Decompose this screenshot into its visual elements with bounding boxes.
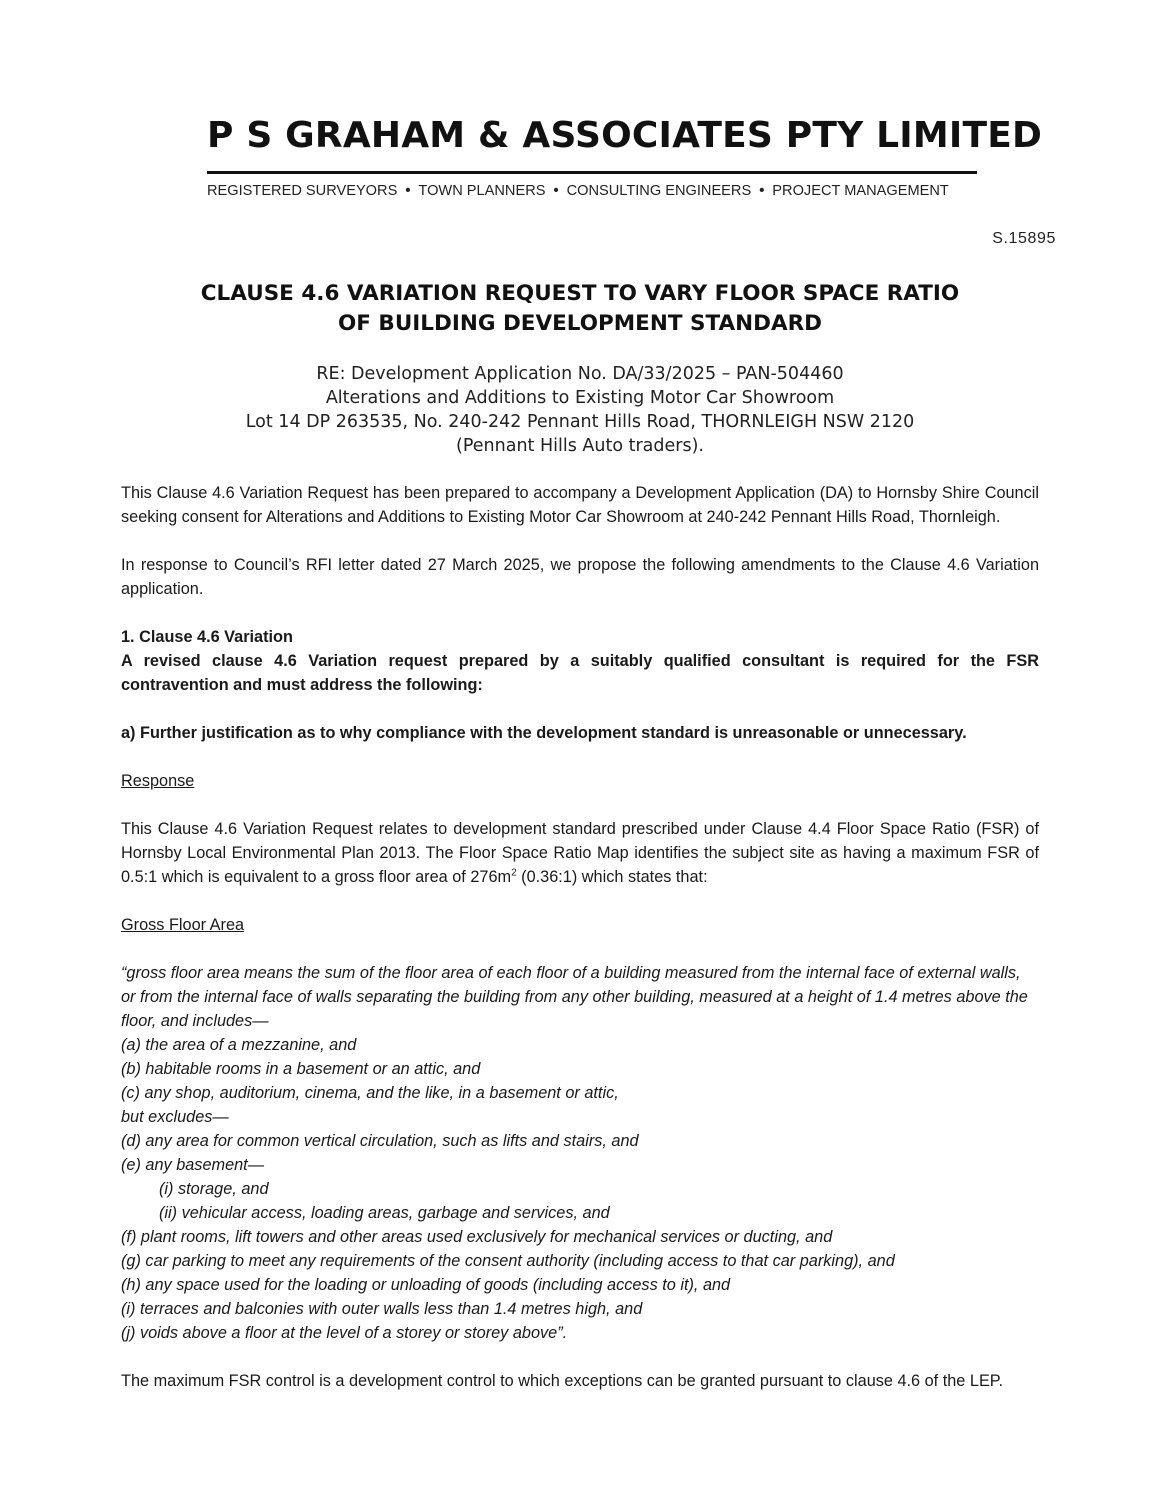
separator-dot: • <box>405 183 411 199</box>
gfa-item-b: (b) habitable rooms in a basement or an attic, and <box>121 1060 481 1078</box>
gfa-item-a: (a) the area of a mezzanine, and <box>121 1036 357 1054</box>
response-text-post: (0.36:1) which states that: <box>516 868 708 886</box>
separator-dot: • <box>759 183 765 199</box>
letterhead-rule <box>207 171 977 174</box>
gfa-but-excludes: but excludes— <box>121 1108 229 1126</box>
re-line-2: Alterations and Additions to Existing Motor Car Showroom <box>325 388 835 408</box>
gfa-item-e: (e) any basement— <box>121 1156 264 1174</box>
document-body <box>121 481 1039 1393</box>
gfa-heading: Gross Floor Area <box>121 916 245 934</box>
intro-paragraph: This Clause 4.6 Variation Request has been prepared to accompany a Development Application (DA) to Hornsby Shire Council seeking consent for Alterations and Additions to Existing Motor Car Showroom at 240-242 Pennant Hills Road, Thornleigh. <box>121 484 1039 526</box>
gfa-item-j: (j) voids above a floor at the level of a storey or storey above”. <box>121 1324 568 1342</box>
gfa-definition: “gross floor area means the sum of the floor area of each floor of a building measured from the internal face of external walls, or from the internal face of walls separating the building from any other building, measured at a height of 1.4 metres above the floor, and includes— <box>121 964 1028 1030</box>
letterhead <box>207 114 1043 199</box>
service-engineers: CONSULTING ENGINEERS <box>566 183 752 199</box>
company-name: P S GRAHAM & ASSOCIATES PTY LIMITED <box>207 115 1043 156</box>
title-line-2: OF BUILDING DEVELOPMENT STANDARD <box>337 311 823 336</box>
service-town-planners: TOWN PLANNERS <box>418 183 546 199</box>
gfa-item-g: (g) car parking to meet any requirements of the consent authority (including access to that car parking), and <box>121 1252 895 1270</box>
response-paragraph <box>121 817 1039 889</box>
document-title <box>120 279 1040 339</box>
closing-paragraph: The maximum FSR control is a development control to which exceptions can be granted pursuant to clause 4.6 of the LEP. <box>121 1372 1004 1390</box>
re-block <box>120 362 1040 458</box>
gfa-item-i: (i) terraces and balconies with outer walls less than 1.4 metres high, and <box>121 1300 643 1318</box>
response-heading: Response <box>121 772 195 790</box>
re-line-1: RE: Development Application No. DA/33/2025 – PAN-504460 <box>316 364 844 384</box>
gfa-item-d: (d) any area for common vertical circulation, such as lifts and stairs, and <box>121 1132 639 1150</box>
gfa-subitem-ii: (ii) vehicular access, loading areas, garbage and services, and <box>159 1204 610 1222</box>
gfa-item-c: (c) any shop, auditorium, cinema, and the like, in a basement or attic, <box>121 1084 619 1102</box>
section-heading: 1. Clause 4.6 Variation <box>121 628 293 646</box>
re-line-3: Lot 14 DP 263535, No. 240-242 Pennant Hills Road, THORNLEIGH NSW 2120 <box>245 412 915 432</box>
service-surveyors: REGISTERED SURVEYORS <box>207 183 398 199</box>
title-line-1: CLAUSE 4.6 VARIATION REQUEST TO VARY FLOOR SPACE RATIO <box>200 281 960 306</box>
section-request: A revised clause 4.6 Variation request prepared by a suitably qualified consultant is required for the FSR contravention and must address the following: <box>121 652 1039 694</box>
response-text-pre: This Clause 4.6 Variation Request relates to development standard prescribed under Clause 4.4 Floor Space Ratio (FSR) of Hornsby Local Environmental Plan 2013. The Floor Space Ratio Map identifies the subject site as having a maximum FSR of 0.5:1 which is equivalent to a gross floor area of 276m <box>121 820 1039 886</box>
services-line <box>207 182 977 200</box>
service-project-management: PROJECT MANAGEMENT <box>772 183 949 199</box>
rfi-paragraph: In response to Council’s RFI letter dated 27 March 2025, we propose the following amendments to the Clause 4.6 Variation application. <box>121 556 1039 598</box>
separator-dot: • <box>553 183 559 199</box>
superscript-2: 2 <box>511 867 517 879</box>
reference-number: S.15895 <box>992 230 1056 247</box>
re-line-4: (Pennant Hills Auto traders). <box>456 436 704 456</box>
gfa-item-h: (h) any space used for the loading or unloading of goods (including access to it), and <box>121 1276 731 1294</box>
gfa-item-f: (f) plant rooms, lift towers and other areas used exclusively for mechanical services or ducting, and <box>121 1228 833 1246</box>
item-a: a) Further justification as to why compliance with the development standard is unreasonable or unnecessary. <box>121 724 967 742</box>
gfa-subitem-i: (i) storage, and <box>159 1180 269 1198</box>
